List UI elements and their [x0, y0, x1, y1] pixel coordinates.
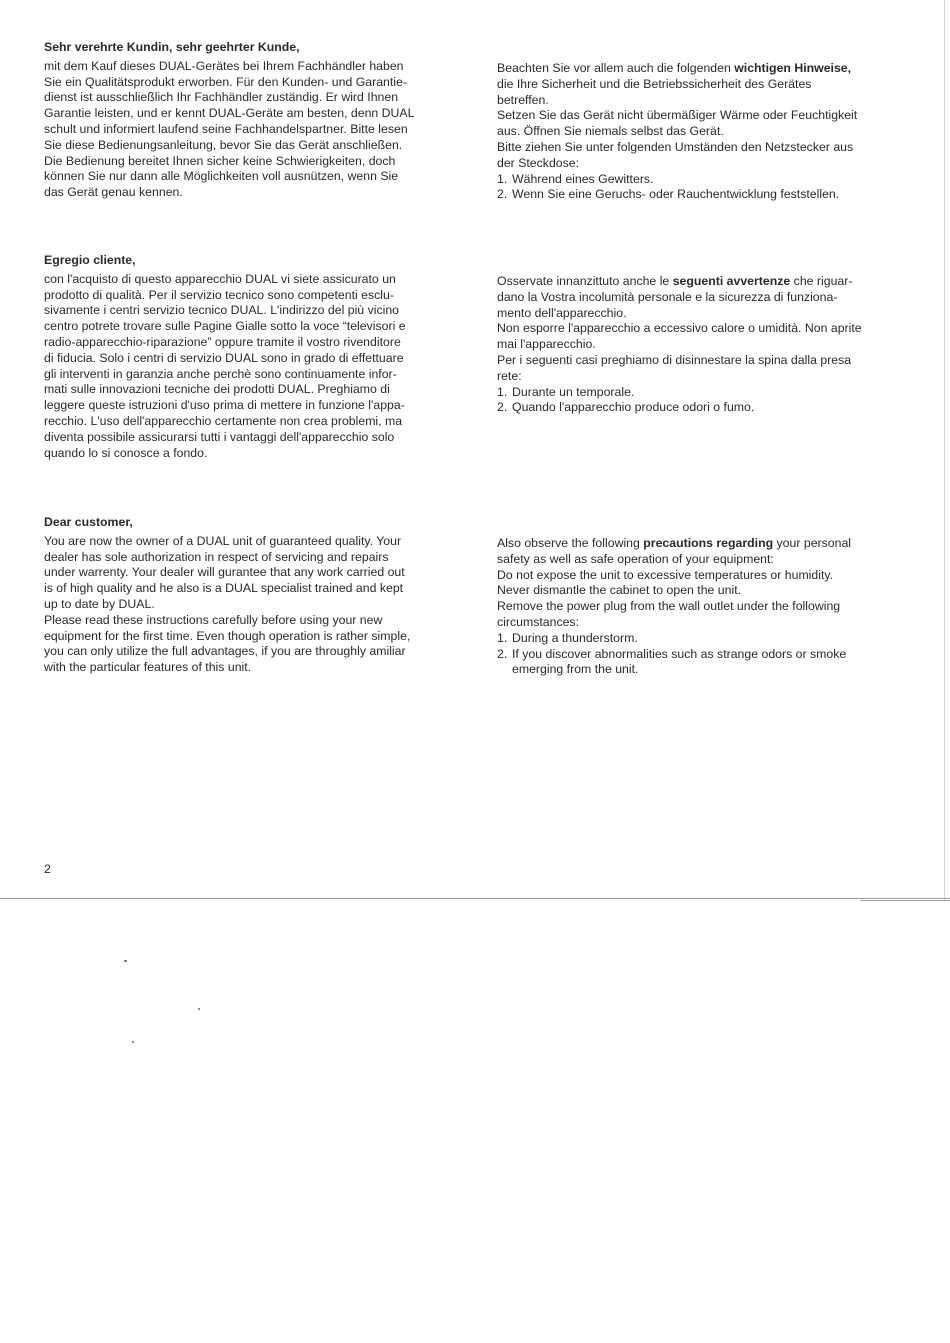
text-line: sivamente i centri servizio tecnico DUAL. L'indirizzo del più vicino: [44, 303, 400, 318]
notice-emphasis: precautions regarding: [643, 536, 774, 550]
text-line: you can only utilize the full advantages, if you are throughly amiliar: [44, 644, 406, 659]
text-line: con l'acquisto di questo apparecchio DUAL vi siete assicurato un: [44, 271, 396, 286]
text-line: die Ihre Sicherheit und die Betriebssicherheit des Gerätes: [497, 76, 812, 91]
text-line: Do not expose the unit to excessive temperatures or humidity.: [497, 567, 834, 582]
text-line: Garantie leisten, und er kennt DUAL-Geräte am besten, denn DUAL: [44, 106, 415, 121]
list-number: 2.: [497, 400, 508, 415]
list-item: [497, 172, 897, 188]
list-number: 2.: [497, 187, 508, 202]
text-line: recchio. L'uso dell'apparecchio certamente non crea problemi, ma: [44, 413, 403, 428]
list-item: [497, 385, 897, 401]
text-line: centro potrete trovare sulle Pagine Gialle sotto la voce “televisori e: [44, 319, 406, 334]
text-line: [497, 61, 897, 77]
page-edge: [944, 0, 945, 900]
text-line: safety as well as safe operation of your equipment:: [497, 551, 774, 566]
italian-safety-list: [497, 385, 897, 417]
italian-intro-section: [44, 253, 454, 461]
text-line: di fiducia. Solo i centri di servizio DUAL sono in grado di effettuare: [44, 350, 404, 365]
text-line: up to date by DUAL.: [44, 596, 155, 611]
notice-continuation: your personal: [773, 536, 852, 550]
list-text: If you discover abnormalities such as strange odors or smoke emerging from the unit.: [512, 646, 847, 677]
german-intro-section: [44, 40, 454, 201]
list-number: 2.: [497, 646, 508, 661]
text-line: Non esporre l'apparecchio a eccessivo calore o umidità. Non aprite: [497, 321, 862, 336]
english-intro-text: [44, 534, 454, 676]
text-line: Setzen Sie das Gerät nicht übermäßiger Wärme oder Feuchtigkeit: [497, 108, 858, 123]
text-line: Bitte ziehen Sie unter folgenden Umständen den Netzstecker aus: [497, 139, 854, 154]
text-line: Per i seguenti casi preghiamo di disinnestare la spina dalla presa: [497, 352, 852, 367]
text-line: Die Bedienung bereitet Ihnen sicher keine Schwierigkeiten, doch: [44, 153, 396, 168]
text-line: Remove the power plug from the wall outlet under the following: [497, 599, 841, 614]
list-item: [497, 631, 897, 647]
list-text: Während eines Gewitters.: [512, 171, 654, 186]
text-line: prodotto di qualità. Per il servizio tecnico sono competenti esclu-: [44, 287, 394, 302]
text-line: mai l'apparecchio.: [497, 337, 596, 352]
text-line: with the particular features of this unit.: [44, 660, 252, 675]
list-number: 1.: [497, 630, 508, 645]
list-text: During a thunderstorm.: [512, 630, 638, 645]
italian-intro-text: [44, 272, 454, 462]
italian-heading: Egregio cliente,: [44, 253, 136, 267]
text-line: dealer has sole authorization in respect of servicing and repairs: [44, 549, 389, 564]
english-safety-section: [497, 536, 897, 678]
text-line: is of high quality and he also is a DUAL specialist trained and kept: [44, 581, 404, 596]
german-intro-text: [44, 59, 454, 201]
text-line: aus. Öffnen Sie niemals selbst das Gerät.: [497, 124, 724, 139]
text-line: können Sie nur dann alle Möglichkeiten voll ausnützen, wenn Sie: [44, 169, 399, 184]
text-line: rete:: [497, 368, 522, 383]
english-safety-list: [497, 631, 897, 678]
german-safety-list: [497, 172, 897, 204]
scan-speck: [132, 1041, 134, 1043]
text-line: diventa possibile assicurarsi tutti i vantaggi dell'apparecchio solo: [44, 429, 395, 444]
notice-intro: Beachten Sie vor allem auch die folgenden: [497, 61, 735, 75]
list-item: [497, 647, 897, 679]
list-item: [497, 187, 897, 203]
list-number: 1.: [497, 171, 508, 186]
german-safety-section: [497, 61, 897, 203]
text-line: dano la Vostra incolumità personale e la sicurezza di funziona-: [497, 289, 838, 304]
scan-speck: [124, 960, 127, 962]
notice-emphasis: seguenti avvertenze: [672, 274, 791, 288]
german-safety-text: [497, 61, 897, 172]
text-line: radio-apparecchio-riparazione” oppure tramite il vostro rivenditore: [44, 334, 401, 349]
text-line: You are now the owner of a DUAL unit of guaranteed quality. Your: [44, 533, 402, 548]
english-intro-section: [44, 515, 454, 676]
text-line: betreffen.: [497, 92, 549, 107]
text-line: Please read these instructions carefully before using your new: [44, 612, 383, 627]
page-edge-shadow: [860, 900, 950, 901]
notice-continuation: che riguar-: [790, 274, 853, 288]
text-line: [497, 536, 897, 552]
text-line: [497, 274, 897, 290]
list-item: [497, 400, 897, 416]
english-heading: Dear customer,: [44, 515, 133, 529]
list-text: Durante un temporale.: [512, 384, 635, 399]
text-line: Sie diese Bedienungsanleitung, bevor Sie das Gerät anschließen.: [44, 137, 403, 152]
notice-intro: Osservate innanzittuto anche le: [497, 274, 673, 288]
text-line: mit dem Kauf dieses DUAL-Gerätes bei Ihrem Fachhändler haben: [44, 58, 404, 73]
text-line: mento dell'apparecchio.: [497, 305, 627, 320]
text-line: der Steckdose:: [497, 155, 580, 170]
list-text: Quando l'apparecchio produce odori o fumo.: [512, 400, 755, 415]
notice-intro: Also observe the following: [497, 536, 644, 550]
text-line: quando lo si conosce a fondo.: [44, 445, 208, 460]
text-line: equipment for the first time. Even though operation is rather simple,: [44, 628, 411, 643]
text-line: under warrenty. Your dealer will gurantee that any work carried out: [44, 565, 405, 580]
german-heading: Sehr verehrte Kundin, sehr geehrter Kunde,: [44, 40, 300, 54]
italian-safety-section: [497, 274, 897, 416]
text-line: circumstances:: [497, 614, 580, 629]
text-line: dienst ist ausschließlich Ihr Fachhändler zuständig. Er wird Ihnen: [44, 90, 399, 105]
text-line: Never dismantle the cabinet to open the unit.: [497, 583, 742, 598]
text-line: das Gerät genau kennen.: [44, 185, 183, 200]
page-bottom-edge: [0, 898, 950, 899]
text-line: schult und informiert laufend seine Fachhandelspartner. Bitte lesen: [44, 121, 408, 136]
english-safety-text: [497, 536, 897, 631]
page-number: 2: [44, 862, 51, 876]
text-line: Sie ein Qualitätsprodukt erworben. Für den Kunden- und Garantie-: [44, 74, 407, 89]
italian-safety-text: [497, 274, 897, 385]
scan-speck: [198, 1008, 200, 1010]
text-line: gli interventi in garanzia anche perchè sono continuamente infor-: [44, 366, 397, 381]
text-line: leggere queste istruzioni d'uso prima di mettere in funzione l'appa-: [44, 398, 405, 413]
list-text: Wenn Sie eine Geruchs- oder Rauchentwicklung feststellen.: [512, 187, 840, 202]
text-line: mati sulle innovazioni tecniche dei prodotti DUAL. Preghiamo di: [44, 382, 390, 397]
notice-emphasis: wichtigen Hinweise,: [734, 61, 852, 75]
list-number: 1.: [497, 384, 508, 399]
